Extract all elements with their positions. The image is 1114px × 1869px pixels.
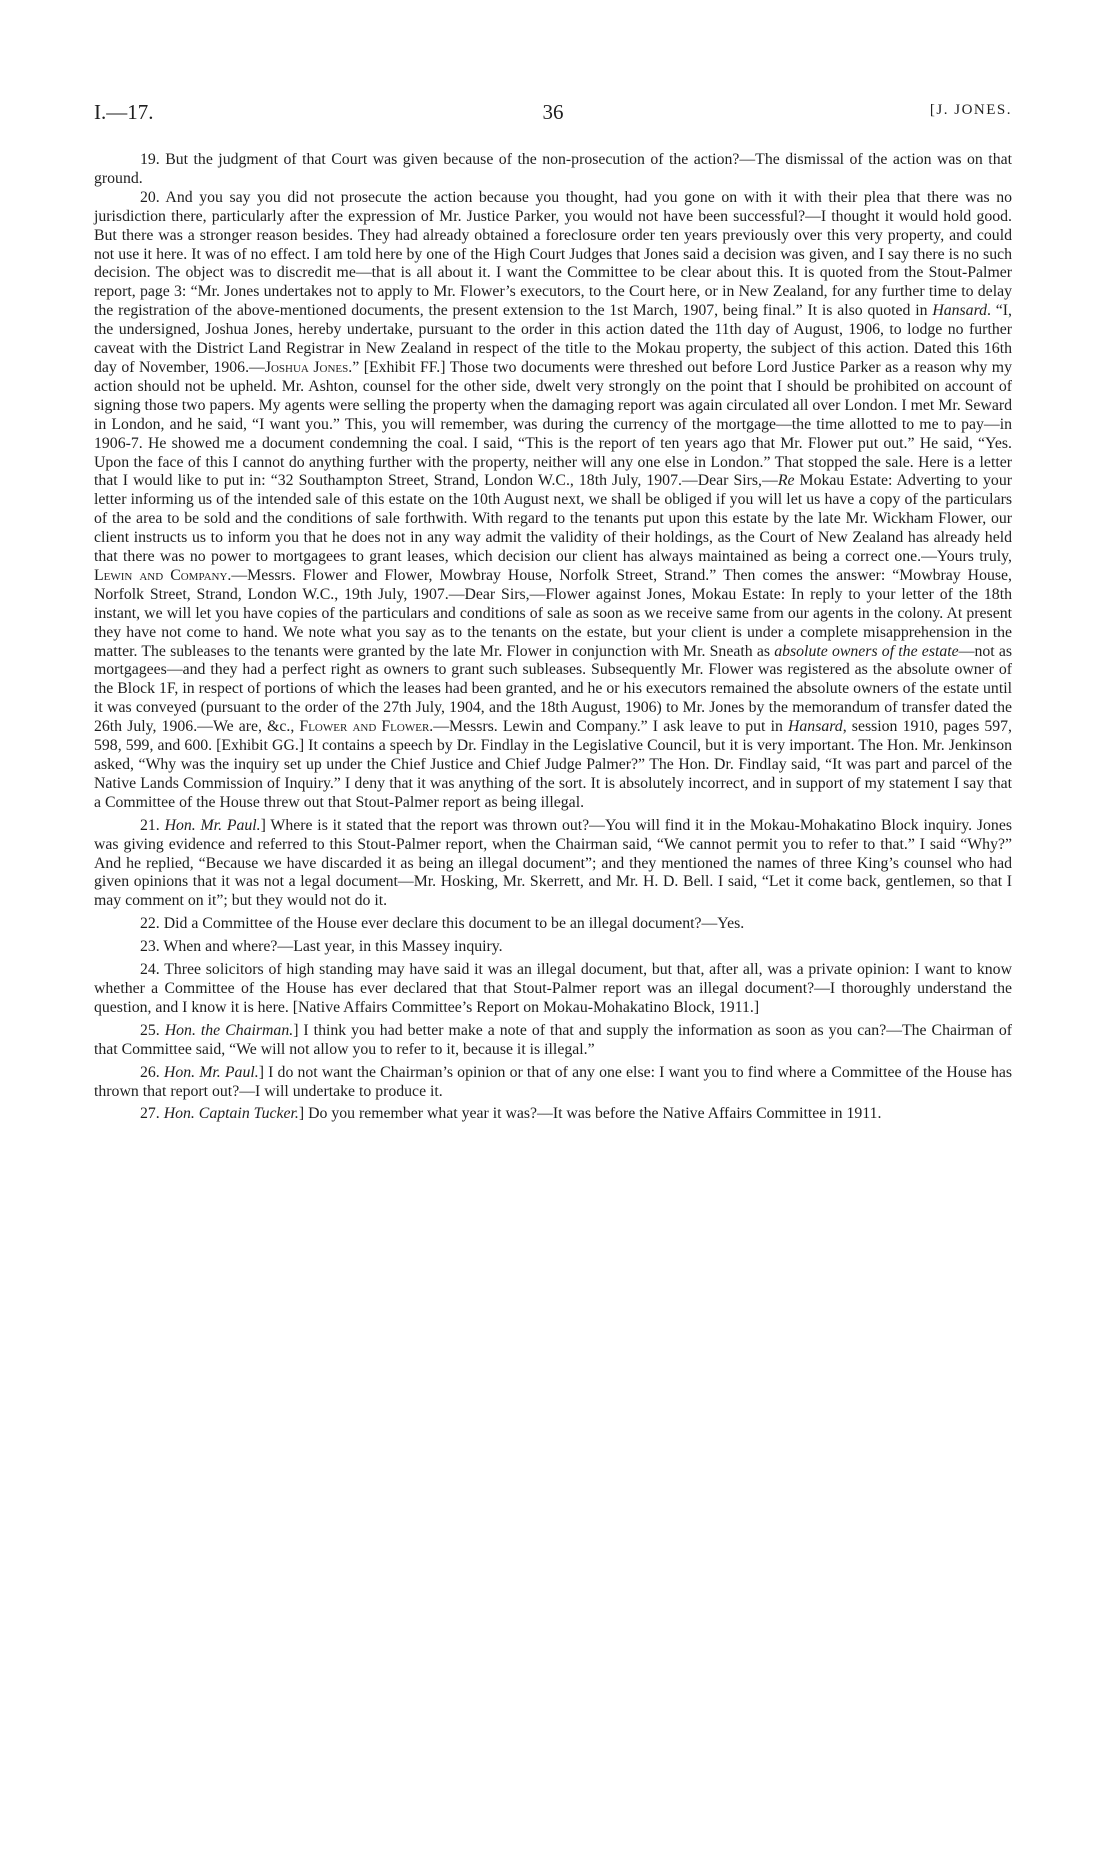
italic-text: Hon. Mr. Paul. <box>164 816 261 834</box>
text-run: , session 1910, pages 597, 598, 599, and 600. [Exhibit GG.] It contains a speech by Dr. Findlay in the Legislative Council, but it is very important. The Hon. Mr. Jenkinson asked, “Why was the inquiry set up under the Chief Justice and Chief Judge Palmer?” The Hon. Dr. Findlay said, “It was part and parcel of the Native Lands Commission of Inquiry.” I deny that it was anything of the sort. It is absolutely incorrect, and in support of my statement I say that a Committee of the House threw out that Stout-Palmer report as being illegal. <box>94 718 1012 811</box>
text-run: Mokau Estate: Adverting to your letter informing us of the intended sale of this estate on the 10th August next, we shall be obliged if you will let us have a copy of the particulars of the area to be sold and the conditions of sale forthwith. With regard to the tenants put upon this estate by the late Mr. Wickham Flower, our client instructs us to inform you that he does not in any way admit the validity of their holdings, as the Court of New Zealand has already held that there was no power to mortgagees to grant leases, which decision our client has always maintained as being a correct one.—Yours truly, <box>94 472 1012 566</box>
italic-text: Hon. Captain Tucker. <box>163 1105 299 1123</box>
page-header <box>94 100 1012 132</box>
italic-text: Hon. the Chairman. <box>164 1021 294 1039</box>
witness-name: [J. JONES. <box>929 102 1012 118</box>
italic-text: Hansard <box>932 302 988 320</box>
text-run: .—Messrs. Lewin and Company.” I ask leave to put in <box>429 718 788 736</box>
text-run: ] I think you had better make a note of that and supply the information as soon as you can?—The Chairman of that Committee said, “We will not allow you to refer to it, because it is illegal.” <box>94 1021 1012 1058</box>
text-run: 19. But the judgment of that Court was given because of the non-prosecution of the action?—The dismissal of the action was on that ground. <box>94 151 1012 187</box>
paragraph <box>94 915 1012 934</box>
text-run: .—Messrs. Flower and Flower, Mowbray House, Norfolk Street, Strand.” Then comes the answer: “Mowbray House, Norfolk Street, Strand, London W.C., 19th July, 1907.—Dear Sirs,—Flower against Jones, Mokau Estate: In reply to your letter of the 18th instant, we will let you have copies of the particulars and conditions of sale as soon as we receive same from our agents in the colony. At present they have not come to hand. We note what you say as to the tenants on the estate, but your client is under a complete misapprehension in the matter. The subleases to the tenants were granted by the late Mr. Flower in conjunction with Mr. Sneath as <box>94 566 1012 660</box>
paragraph <box>94 1022 1012 1060</box>
page-number: 36 <box>542 100 564 124</box>
text-run: —not as mortgagees—and they had a perfect right as owners to grant such subleases. Subsequently Mr. Flower was registered as the absolute owner of the Block 1F, in respect of portions of which the leases had been granted, and he or his executors remained the absolute owners of the estate until it was conveyed (pursuant to the order of the 27th July, 1904, and the 18th August, 1906) to Mr. Jones by the memorandum of transfer dated the 26th July, 1906.—We are, &c., <box>94 642 1013 736</box>
text-run: 21. <box>140 816 165 834</box>
paragraph <box>94 1064 1012 1102</box>
document-body <box>94 151 1012 1124</box>
text-run: ] Do you remember what year it was?—It was before the Native Affairs Committee in 1911. <box>298 1105 882 1123</box>
text-run: 20. And you say you did not prosecute the action because you thought, had you gone on with it with their plea that there was no jurisdiction there, particularly after the expression of Mr. Justice Parker, you would not have been successful?—I thought it would hold good. But there was a stronger reason besides. They had already obtained a foreclosure order ten years previously over this very property, and could not use it here. It was of no effect. I am told here by one of the High Court Judges that Jones said a decision was given, and I say there is no such decision. The object was to discredit me—that is all about it. I want the Committee to be clear about this. It is quoted from the Stout-Palmer report, page 3: “Mr. Jones undertakes not to apply to Mr. Flower’s executors, to the Court here, or in New Zealand, for any further time to delay the registration of the above-mentioned documents, the present extension to the 1st March, 1907, being final.” It is also quoted in <box>94 188 1012 320</box>
text-run: ] I do not want the Chairman’s opinion or that of any one else: I want you to find where a Committee of the House has thrown that report out?—I will undertake to produce it. <box>94 1063 1013 1100</box>
italic-text: Re <box>777 472 795 490</box>
text-run: 22. Did a Committee of the House ever declare this document to be an illegal document?—Yes. <box>140 915 745 933</box>
text-run: . “I, the undersigned, Joshua Jones, hereby undertake, pursuant to the order in this action dated the 11th day of August, 1906, to lodge no further caveat with the District Land Registrar in New Zealand in respect of the title to the Mokau property, the subject of this action. Dated this 16th day of November, 1906.— <box>94 302 1012 376</box>
text-run: 24. Three solicitors of high standing may have said it was an illegal document, but that, after all, was a private opinion: I want to know whether a Committee of the House has ever declared that that Stout-Palmer report was an illegal document?—I thoroughly understand the question, and I know it is here. [Native Affairs Committee’s Report on Mokau-Mohakatino Block, 1911.] <box>94 961 1012 1016</box>
italic-text: Hon. Mr. Paul. <box>163 1063 259 1081</box>
italic-text: absolute owners of the estate <box>774 642 959 660</box>
text-run: 26. <box>140 1063 164 1081</box>
text-run: 27. <box>140 1105 164 1123</box>
italic-text: Hansard <box>788 718 843 736</box>
text-run: 23. When and where?—Last year, in this Massey inquiry. <box>140 938 503 956</box>
small-caps-text: Lewin and Company <box>94 566 228 584</box>
small-caps-text: Flower and Flower <box>299 718 430 736</box>
paragraph <box>94 189 1012 813</box>
document-reference: I.—17. <box>94 100 154 124</box>
paragraph <box>94 817 1012 912</box>
text-run: ] Where is it stated that the report was thrown out?—You will find it in the Mokau-Mohakatino Block inquiry. Jones was giving evidence and referred to this Stout-Palmer report, when the Chairman said, “We cannot permit you to refer to that.” I said “Why?” And he replied, “Because we have discarded it as being an illegal document”; and they mentioned the names of three King’s counsel who had given opinions that it was not a legal document—Mr. Hosking, Mr. Skerrett, and Mr. H. D. Bell. I said, “Let it come back, gentlemen, so that I may comment on it”; but they would not do it. <box>94 816 1012 910</box>
small-caps-text: Joshua Jones <box>264 358 349 376</box>
paragraph <box>94 1105 1012 1124</box>
paragraph <box>94 938 1012 957</box>
text-run: .” [Exhibit FF.] Those two documents were threshed out before Lord Justice Parker as a reason why my action should not be upheld. Mr. Ashton, counsel for the other side, dwelt very strongly on the point that I should be prohibited on account of signing those two papers. My agents were selling the property when the damaging report was again circulated all over London. I met Mr. Seward in London, and he said, “I want you.” This, you will remember, was during the currency of the mortgage—the time allotted to me to pay—in 1906-7. He showed me a document condemning the coal. I said, “This is the report of ten years ago that Mr. Flower put out.” He said, “Yes. Upon the face of this I cannot do anything further with the property, neither will any one else in London.” That stopped the sale. Here is a letter that I would like to put in: “32 Southampton Street, Strand, London W.C., 18th July, 1907.—Dear Sirs,— <box>94 358 1012 490</box>
paragraph <box>94 961 1012 1018</box>
text-run: 25. <box>140 1021 165 1039</box>
paragraph <box>94 151 1012 189</box>
